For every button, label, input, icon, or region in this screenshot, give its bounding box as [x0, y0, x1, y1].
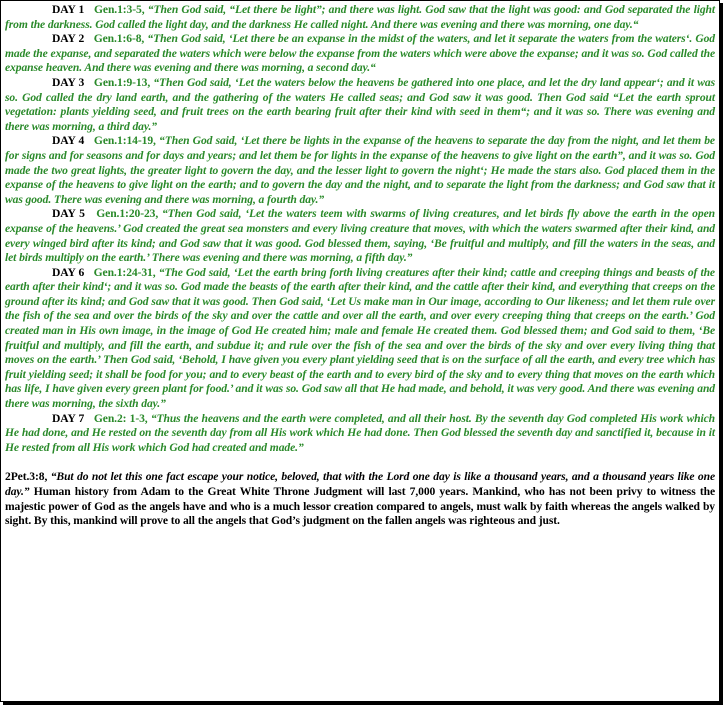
day-6-label: DAY 6: [52, 265, 85, 279]
day-6-text: “The God said, ‘Let the earth bring forth living creatures after their kind; cattle and creeping things and beasts of the earth after their kind‘; and it was so. God made the beasts of the earth after their kind, and the cattle after their kind, and everything that creeps on the ground after its kind; and God saw that it was good. Then God said, ‘Let Us make man in Our image, according to Our likeness; and let them rule over the fish of the sea and over the birds of the sky and over the cattle and over all the earth, and over every creeping thing that creeps on the earth.’ God created man in His own image, in the image of God He created him; male and female He created them. God blessed them; and God said to them, ‘Be fruitful and multiply, and fill the earth, and subdue it; and rule over the fish of the sea and over the birds of the sky and over every living thing that moves on the earth.’ Then God said, ‘Behold, I have given you every plant yielding seed that is on the surface of all the earth, and every tree which has fruit yielding seed; it shall be food for you; and to every beast of the earth and to every bird of the sky and to every thing that moves on the earth which has life, I have given every green plant for food.’ and it was so. God saw all that He had made, and behold, it was very good. And there was evening and there was morning, the sixth day.”: [5, 265, 715, 411]
day-3-text: “Then God said, ‘Let the waters below the heavens be gathered into one place, and let the dry land appear‘; and it was so. God called the dry land earth, and the gathering of the waters He called seas; and God saw it was good. Then God said “Let the earth sprout vegetation: plants yielding seed, and fruit trees on the earth bearing fruit after their kind with seed in them“; and it was so. There was evening and there was morning, a third day.”: [5, 75, 715, 133]
day-1-reference: Gen.1:3-5,: [93, 3, 145, 16]
day-3-paragraph: [5, 76, 715, 134]
day-3-label: DAY 3: [52, 75, 85, 89]
day-4-paragraph: [5, 134, 715, 207]
day-1-label: DAY 1: [52, 3, 85, 16]
day-2-text: “Then God said, ‘Let there be an expanse in the midst of the waters, and let it separate the waters from the waters‘. God made the expanse, and separated the waters which were below the expanse from the waters which were above the expanse; and it was so. God called the expanse heaven. And there was evening and there was morning, a second day.“: [5, 32, 715, 75]
day-7-reference: Gen.2: 1-3,: [93, 411, 148, 425]
day-7-text: “Thus the heavens and the earth were completed, and all their host. By the seventh day God completed His work which He had done, and He rested on the seventh day from all His work which He had done. Then God blessed the seventh day and sanctified it, because in it He rested from all His work which God had created and made.”: [5, 411, 715, 454]
day-1-text: “Then God said, “Let there be light”; and there was light. God saw that the light was good: and God separated the light from the darkness. God called the light day, and the darkness He called night. And there was evening and there was morning, one day.“: [5, 3, 715, 31]
day-6-paragraph: [5, 266, 715, 412]
document-body: [5, 3, 715, 529]
epilogue-paragraph: [5, 470, 715, 528]
epilogue-text: Human history from Adam to the Great White Throne Judgment will last 7,000 years. Mankind, who has not been privy to witness the majestic power of God as the angels have and who is a much lessor creation compared to angels, must walk by faith whereas the angels walked by sight. By this, mankind will prove to all the angels that God’s judgment on the fallen angels was righteous and just.: [5, 485, 715, 528]
day-6-reference: Gen.1:24-31,: [93, 265, 156, 279]
day-5-reference: Gen.1:20-23,: [96, 207, 159, 221]
day-2-paragraph: [5, 32, 715, 76]
day-5-paragraph: [5, 207, 715, 265]
day-5-text: “Then God said, ‘Let the waters teem with swarms of living creatures, and let birds fly above the earth in the open expanse of the heavens.’ God created the great sea monsters and every living creature that moves, with which the waters swarmed after their kind, and every winged bird after its kind; and God saw that it was good. God blessed them, saying, ‘Be fruitful and multiply, and fill the waters in the seas, and let birds multiply on the earth.’ There was evening and there was morning, a fifth day.”: [5, 207, 715, 265]
day-1-paragraph: [5, 3, 715, 32]
day-2-label: DAY 2: [52, 32, 85, 46]
epilogue-quote: “But do not let this one fact escape your notice, beloved, that with the Lord one day is like a thousand years, and a thousand years like one day.”: [5, 470, 715, 498]
day-4-reference: Gen.1:14-19,: [93, 134, 156, 148]
day-4-text: “Then God said, ‘Let there be lights in the expanse of the heavens to separate the day from the night, and let them be for signs and for seasons and for days and years; and let them be for lights in the expanse of the heavens to give light on the earth”, and it was so. God made the two great lights, the greater light to govern the day, and the lesser light to govern the night‘; He made the stars also. God placed them in the expanse of the heavens to give light on the earth; and to govern the day and the night, and to separate the light from the darkness; and God saw that it was good. There was evening and there was morning, a fourth day.”: [5, 134, 715, 206]
day-2-reference: Gen.1:6-8,: [93, 32, 145, 46]
day-7-label: DAY 7: [52, 411, 85, 425]
day-3-reference: Gen.1:9-13,: [93, 75, 151, 89]
epilogue-reference: 2Pet.3:8,: [5, 470, 48, 484]
day-4-label: DAY 4: [52, 134, 85, 148]
day-7-paragraph: [5, 412, 715, 456]
day-5-label: DAY 5: [52, 207, 85, 221]
